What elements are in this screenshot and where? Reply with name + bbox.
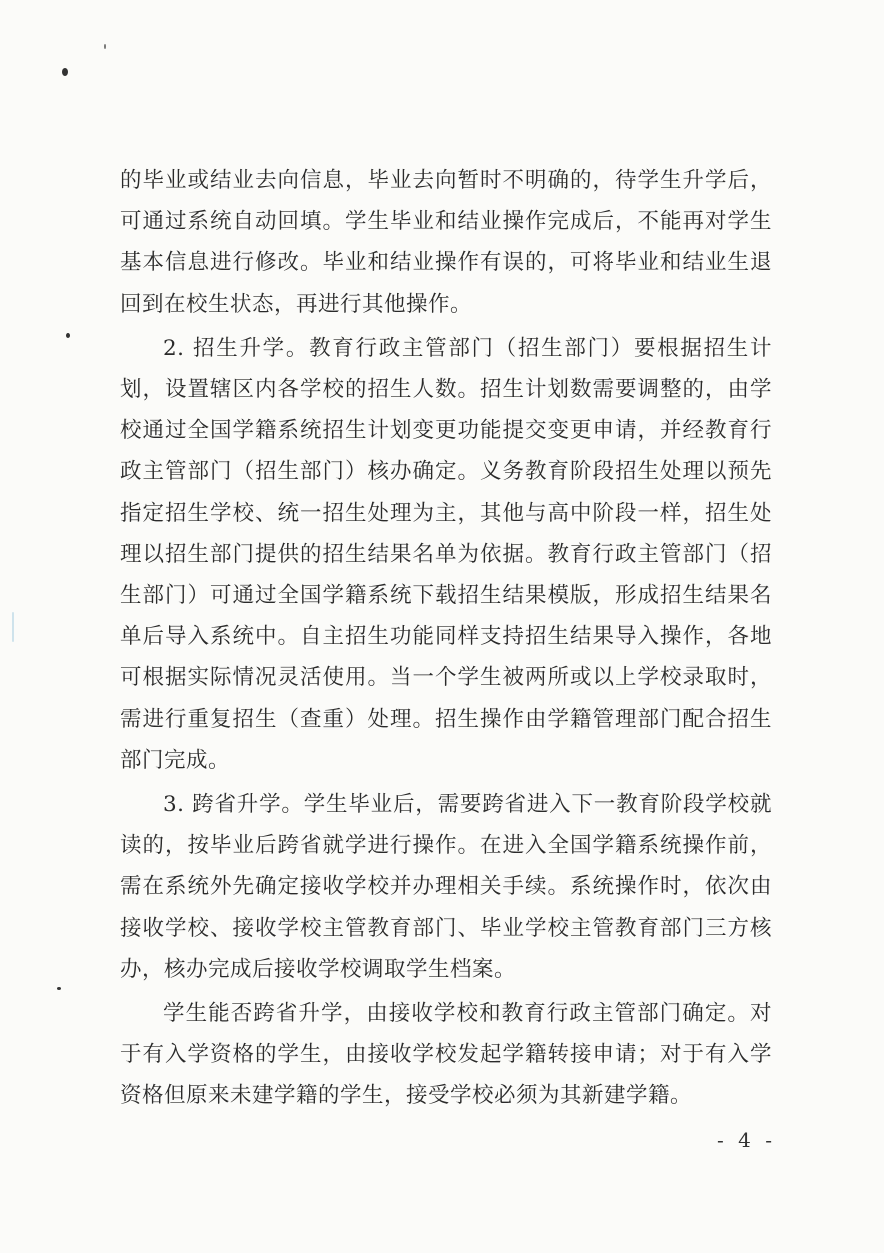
scan-speck bbox=[104, 44, 106, 49]
paragraph-cross-province-eligibility: 学生能否跨省升学，由接收学校和教育行政主管部门确定。对于有入学资格的学生，由接收学校发起学籍转接申请；对于有入学资格但原来未建学籍的学生，接受学校必须为其新建学籍。 bbox=[120, 1001, 772, 1109]
paragraph-graduation-continuation: 的毕业或结业去向信息，毕业去向暂时不明确的，待学生升学后，可通过系统自动回填。学生毕业和结业操作完成后，不能再对学生基本信息进行修改。毕业和结业操作有误的，可将毕业和结业生退回到在校生状态，再进行其他操作。 bbox=[120, 168, 772, 317]
scan-speck bbox=[62, 68, 68, 76]
page-number: - 4 - bbox=[717, 1128, 776, 1152]
scan-speck bbox=[66, 333, 70, 338]
paragraph-enrollment-promotion: 2. 招生升学。教育行政主管部门（招生部门）要根据招生计划，设置辖区内各学校的招生人数。招生计划数需要调整的，由学校通过全国学籍系统招生计划变更功能提交变更申请，并经教育行政主管部门（招生部门）核办确定。义务教育阶段招生处理以预先指定招生学校、统一招生处理为主，其他与高中阶段一样，招生处理以招生部门提供的招生结果名单为依据。教育行政主管部门（招生部门）可通过全国学籍系统下载招生结果模版，形成招生结果名单后导入系统中。自主招生功能同样支持招生结果导入操作，各地可根据实际情况灵活使用。当一个学生被两所或以上学校录取时，需进行重复招生（查重）处理。招生操作由学籍管理部门配合招生部门完成。 bbox=[120, 335, 772, 773]
paragraph-cross-province-promotion: 3. 跨省升学。学生毕业后，需要跨省进入下一教育阶段学校就读的，按毕业后跨省就学进行操作。在进入全国学籍系统操作前，需在系统外先确定接收学校并办理相关手续。系统操作时，依次由接收学校、接收学校主管教育部门、毕业学校主管教育部门三方核办，核办完成后接收学校调取学生档案。 bbox=[120, 792, 772, 982]
scan-speck bbox=[57, 987, 61, 990]
body-text bbox=[120, 160, 772, 1117]
scan-speck bbox=[12, 612, 14, 642]
